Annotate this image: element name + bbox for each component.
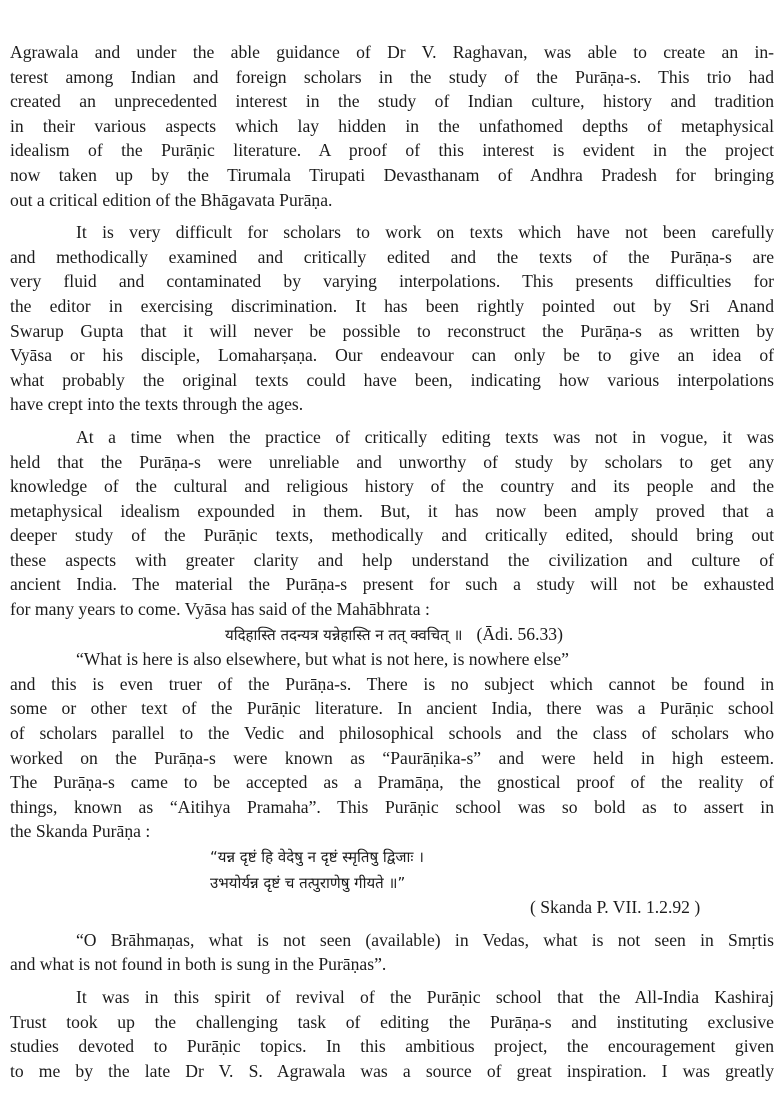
sanskrit-text: “यन्न दृष्टं हि वेदेषु न दृष्टं स्मृतिषु द्विजाः ।	[210, 848, 424, 866]
verse-reference: (Ādi. 56.33)	[476, 623, 563, 644]
text-line: very fluid and contaminated by varying interpolations. This presents difficulties for	[10, 271, 774, 292]
paragraph-5	[10, 928, 774, 977]
sanskrit-text: यदिहास्ति तदन्यत्र यन्नेहास्ति न तत् क्वचित् ॥	[225, 625, 463, 644]
text-line: the editor in exercising discrimination. It has been rightly pointed out by Sri Anand	[10, 295, 774, 316]
text-line: “O Brāhmaṇas, what is not seen (available) in Vedas, what is not seen in Smṛtis	[76, 929, 774, 950]
text-line: in their various aspects which lay hidden in the unfathomed depths of metaphysical	[10, 115, 774, 136]
text-line: created an unprecedented interest in the study of Indian culture, history and tradition	[10, 91, 774, 112]
text-line: Swarup Gupta that it will never be possible to reconstruct the Purāṇa-s as written by	[10, 320, 774, 341]
text-line: and what is not found in both is sung in the Purāṇas”.	[10, 954, 387, 975]
verse-reference: ( Skanda P. VII. 1.2.92 )	[530, 897, 701, 918]
text-line: At a time when the practice of critically editing texts was not in vogue, it was	[76, 426, 774, 447]
text-line: Agrawala and under the able guidance of Dr V. Raghavan, was able to create an in-	[10, 42, 774, 62]
text-line: idealism of the Purāṇic literature. A proof of this interest is evident in the project	[10, 140, 774, 161]
text-line: It is very difficult for scholars to work on texts which have not been carefully	[76, 222, 774, 243]
text-line: some or other text of the Purāṇic literature. In ancient India, there was a Purāṇic school	[10, 698, 774, 719]
text-line: It was in this spirit of revival of the Purāṇic school that the All-India Kashiraj	[76, 986, 774, 1007]
text-line: have crept into the texts through the ages.	[10, 394, 304, 415]
text-line: the Skanda Purāṇa :	[10, 821, 151, 842]
text-line: things, known as “Aitihya Pramaha”. This Purāṇic school was so bold as to assert in	[10, 796, 774, 817]
text-line: of scholars parallel to the Vedic and philosophical schools and the class of scholars who	[10, 723, 774, 744]
text-line: to me by the late Dr V. S. Agrawala was a source of great inspiration. I was greatly	[10, 1060, 774, 1081]
text-line: ancient India. The material the Purāṇa-s present for such a study will not be exhausted	[10, 574, 774, 595]
text-line: now taken up by the Tirumala Tirupati Devasthanam of Andhra Pradesh for bringing	[10, 164, 774, 185]
paragraph-4	[10, 672, 774, 844]
text-line: held that the Purāṇa-s were unreliable and unworthy of study by scholars to get any	[10, 451, 774, 472]
text-line: Trust took up the challenging task of editing the Purāṇa-s and instituting exclusive	[10, 1011, 774, 1032]
paragraph-1	[10, 40, 774, 212]
text-line: deeper study of the Purāṇic texts, methodically and critically edited, should bring out	[10, 525, 774, 546]
document-page	[10, 40, 774, 1083]
verse-translation: “What is here is also elsewhere, but what is not here, is nowhere else”	[76, 649, 569, 670]
text-line: out a critical edition of the Bhāgavata Purāṇa.	[10, 189, 333, 210]
text-line: worked on the Purāṇa-s were known as “Paurāṇika-s” and were held in high esteem.	[10, 747, 774, 768]
text-line: these aspects with greater clarity and help understand the civilization and culture of	[10, 549, 774, 570]
paragraph-2	[10, 220, 774, 417]
sanskrit-text: उभयोर्यन्न दृष्टं च तत्पुराणेषु गीयते ॥”	[210, 873, 406, 892]
text-line: and this is even truer of the Purāṇa-s. There is no subject which cannot be found in	[10, 673, 774, 694]
sanskrit-verse-skanda-line-1	[10, 844, 774, 870]
paragraph-3	[10, 425, 774, 622]
text-line: for many years to come. Vyāsa has said of the Mahābhrata :	[10, 599, 430, 620]
sanskrit-verse-adi	[10, 622, 774, 648]
text-line: metaphysical idealism expounded in them. But, it has now been amply proved that a	[10, 500, 774, 521]
text-line: The Purāṇa-s came to be accepted as a Pramāṇa, the gnostical proof of the reality of	[10, 772, 774, 793]
text-line: terest among Indian and foreign scholars in the study of the Purāṇa-s. This trio had	[10, 66, 774, 87]
text-line: and methodically examined and critically edited and the texts of the Purāṇa-s are	[10, 246, 774, 267]
text-line: studies devoted to Purāṇic topics. In this ambitious project, the encouragement given	[10, 1036, 774, 1057]
text-line: what probably the original texts could have been, indicating how various interpolations	[10, 369, 774, 390]
sanskrit-verse-skanda-line-2	[10, 870, 774, 896]
paragraph-6	[10, 985, 774, 1083]
text-line: Vyāsa or his disciple, Lomaharṣaṇa. Our endeavour can only be to give an idea of	[10, 345, 774, 366]
text-line: knowledge of the cultural and religious history of the country and its people and the	[10, 476, 774, 497]
